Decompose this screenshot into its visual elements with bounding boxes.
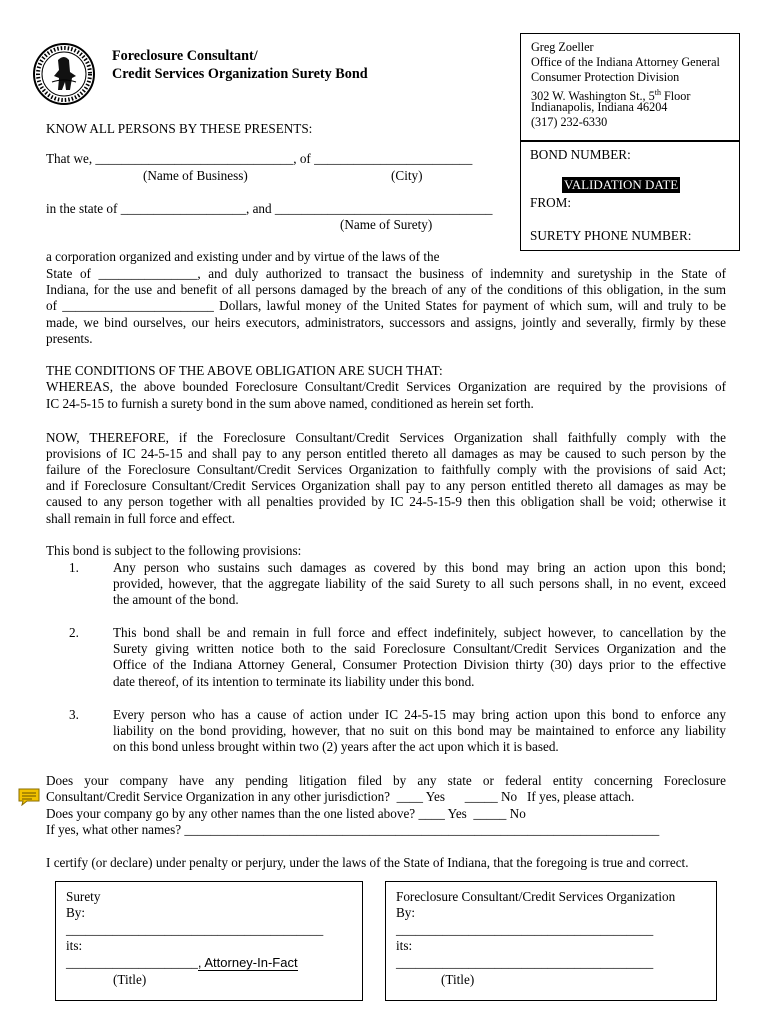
name-of-business-caption: (Name of Business) (143, 168, 248, 183)
title-line[interactable]: ____________________, Attorney-In-Fact (66, 955, 298, 970)
paragraph-line: provided, however, that the aggregate liability of the said Surety to all such persons shall, in no event, exceed (113, 576, 726, 591)
signature-line[interactable]: _______________________________________ (396, 922, 654, 937)
conditions-heading: THE CONDITIONS OF THE ABOVE OBLIGATION ARE SUCH THAT: (46, 363, 443, 378)
signature-line[interactable]: _______________________________________ (66, 922, 324, 937)
paragraph-line: date thereof, of its intention to terminate its liability under this bond. (113, 674, 475, 689)
validation-date-label: VALIDATION DATE (564, 177, 679, 192)
paragraph-line: a corporation organized and existing under and by virtue of the laws of the (46, 249, 440, 264)
provision-number: 3. (69, 707, 79, 722)
its-label: its: (396, 938, 413, 953)
comment-note-icon[interactable] (18, 788, 40, 806)
contact-box (520, 33, 740, 142)
question-line: If yes, what other names? ________________________________________________________________________ (46, 822, 660, 837)
paragraph-line: NOW, THEREFORE, if the Foreclosure Consultant/Credit Services Organization shall faithfully comply with the (46, 430, 726, 445)
paragraph-line: This bond shall be and remain in full force and effect indefinitely, subject however, to cancellation by the (113, 625, 726, 640)
bond-number-label: BOND NUMBER: (530, 147, 631, 162)
title-line-2: Credit Services Organization Surety Bond (112, 66, 368, 82)
attorney-in-fact-label: , Attorney-In-Fact (197, 955, 298, 970)
contact-phone: (317) 232-6330 (531, 115, 608, 129)
know-all-heading: KNOW ALL PERSONS BY THESE PRESENTS: (46, 121, 313, 136)
question-line: Does your company go by any other names than the one listed above? ____ Yes _____ No (46, 806, 526, 821)
paragraph-line: Every person who has a cause of action under IC 24-5-15 may bring action upon this bond to enforce any (113, 707, 726, 722)
paragraph-line: provisions of IC 24-5-15 and shall pay to any person entitled thereto all damages as may be caused to such person by the (46, 446, 726, 461)
provisions-intro: This bond is subject to the following provisions: (46, 543, 302, 558)
paragraph-line: made, we bind ourselves, our heirs executors, administrators, successors and assigns, jointly and severally, firmly by these (46, 315, 726, 330)
organization-signature-box (385, 881, 717, 1001)
from-label: FROM: (530, 195, 572, 210)
paragraph-line: Indiana, for the use and benefit of all persons damaged by the breach of any of the conditions of this obligation, in the sum (46, 282, 726, 297)
paragraph-line: State of _______________, and duly authorized to transact the business of indemnity and suretyship in the State of (46, 266, 726, 281)
paragraph-line: WHEREAS, the above bounded Foreclosure Consultant/Credit Services Organization are required by the provisions of (46, 379, 726, 394)
paragraph-line: failure of the Foreclosure Consultant/Credit Services Organization to faithfully comply with the provisions of said Act; (46, 462, 726, 477)
question-line: Consultant/Credit Service Organization in any other jurisdiction? ____ Yes _____ No If yes, please attach. (46, 789, 635, 804)
paragraph-line: Office of the Indiana Attorney General, Consumer Protection Division thirty (30) days prior to the effective (113, 657, 726, 672)
contact-name: Greg Zoeller (531, 40, 594, 54)
title-caption: (Title) (441, 972, 475, 987)
organization-label: Foreclosure Consultant/Credit Services Organization (396, 889, 676, 904)
question-line: Does your company have any pending litigation filed by any state or federal entity concerning Foreclosure (46, 773, 726, 788)
surety-signature-box (55, 881, 363, 1001)
city-caption: (City) (391, 168, 423, 183)
in-state-line: in the state of ___________________, and _________________________________ (46, 201, 493, 216)
paragraph-line: on this bond unless brought within two (2) years after the act upon which it is based. (113, 739, 559, 754)
document-title (112, 47, 368, 83)
title-caption: (Title) (113, 972, 147, 987)
paragraph-line: presents. (46, 331, 93, 346)
contact-street: 302 W. Washington St., 5th Floor (531, 88, 691, 104)
indiana-attorney-general-seal (32, 42, 96, 106)
paragraph-line: of _______________________ Dollars, lawful money of the United States for payment of which sum, will and truly to be (46, 298, 726, 313)
paragraph-line: Surety giving written notice both to the said Foreclosure Consultant/Credit Services Organization and the (113, 641, 726, 656)
paragraph-line: liability on the bond providing, however, that no suit on this bond may be maintained to enforce any liability (113, 723, 726, 738)
provision-number: 2. (69, 625, 79, 640)
by-label: By: (66, 905, 86, 920)
by-label: By: (396, 905, 416, 920)
paragraph-line: the amount of the bond. (113, 592, 239, 607)
paragraph-line: caused to any person together with all penalties provided by IC 24-5-15-9 then this obligation shall be void; otherwise it (46, 494, 726, 509)
paragraph-line: shall remain in full force and effect. (46, 511, 236, 526)
paragraph-line: IC 24-5-15 to furnish a surety bond in the sum above named, conditioned as herein set forth. (46, 396, 534, 411)
contact-office: Office of the Indiana Attorney General (531, 55, 720, 69)
name-of-surety-caption: (Name of Surety) (340, 217, 433, 232)
that-we-line: That we, ______________________________, of ________________________ (46, 151, 473, 166)
paragraph-line: Any person who sustains such damages as covered by this bond may bring an action upon this bond; (113, 560, 726, 575)
surety-label: Surety (66, 889, 101, 904)
provision-number: 1. (69, 560, 79, 575)
paragraph-line: and if Foreclosure Consultant/Credit Services Organization shall pay to any person entitled thereto all damages as may be (46, 478, 726, 493)
certification-statement: I certify (or declare) under penalty or perjury, under the laws of the State of Indiana, that the foregoing is true and correct. (46, 855, 689, 870)
surety-phone-label: SURETY PHONE NUMBER: (530, 228, 692, 243)
title-line[interactable]: _______________________________________ (396, 955, 654, 970)
title-line-1: Foreclosure Consultant/ (112, 48, 258, 64)
contact-city: Indianapolis, Indiana 46204 (531, 100, 668, 114)
its-label: its: (66, 938, 83, 953)
contact-division: Consumer Protection Division (531, 70, 680, 84)
